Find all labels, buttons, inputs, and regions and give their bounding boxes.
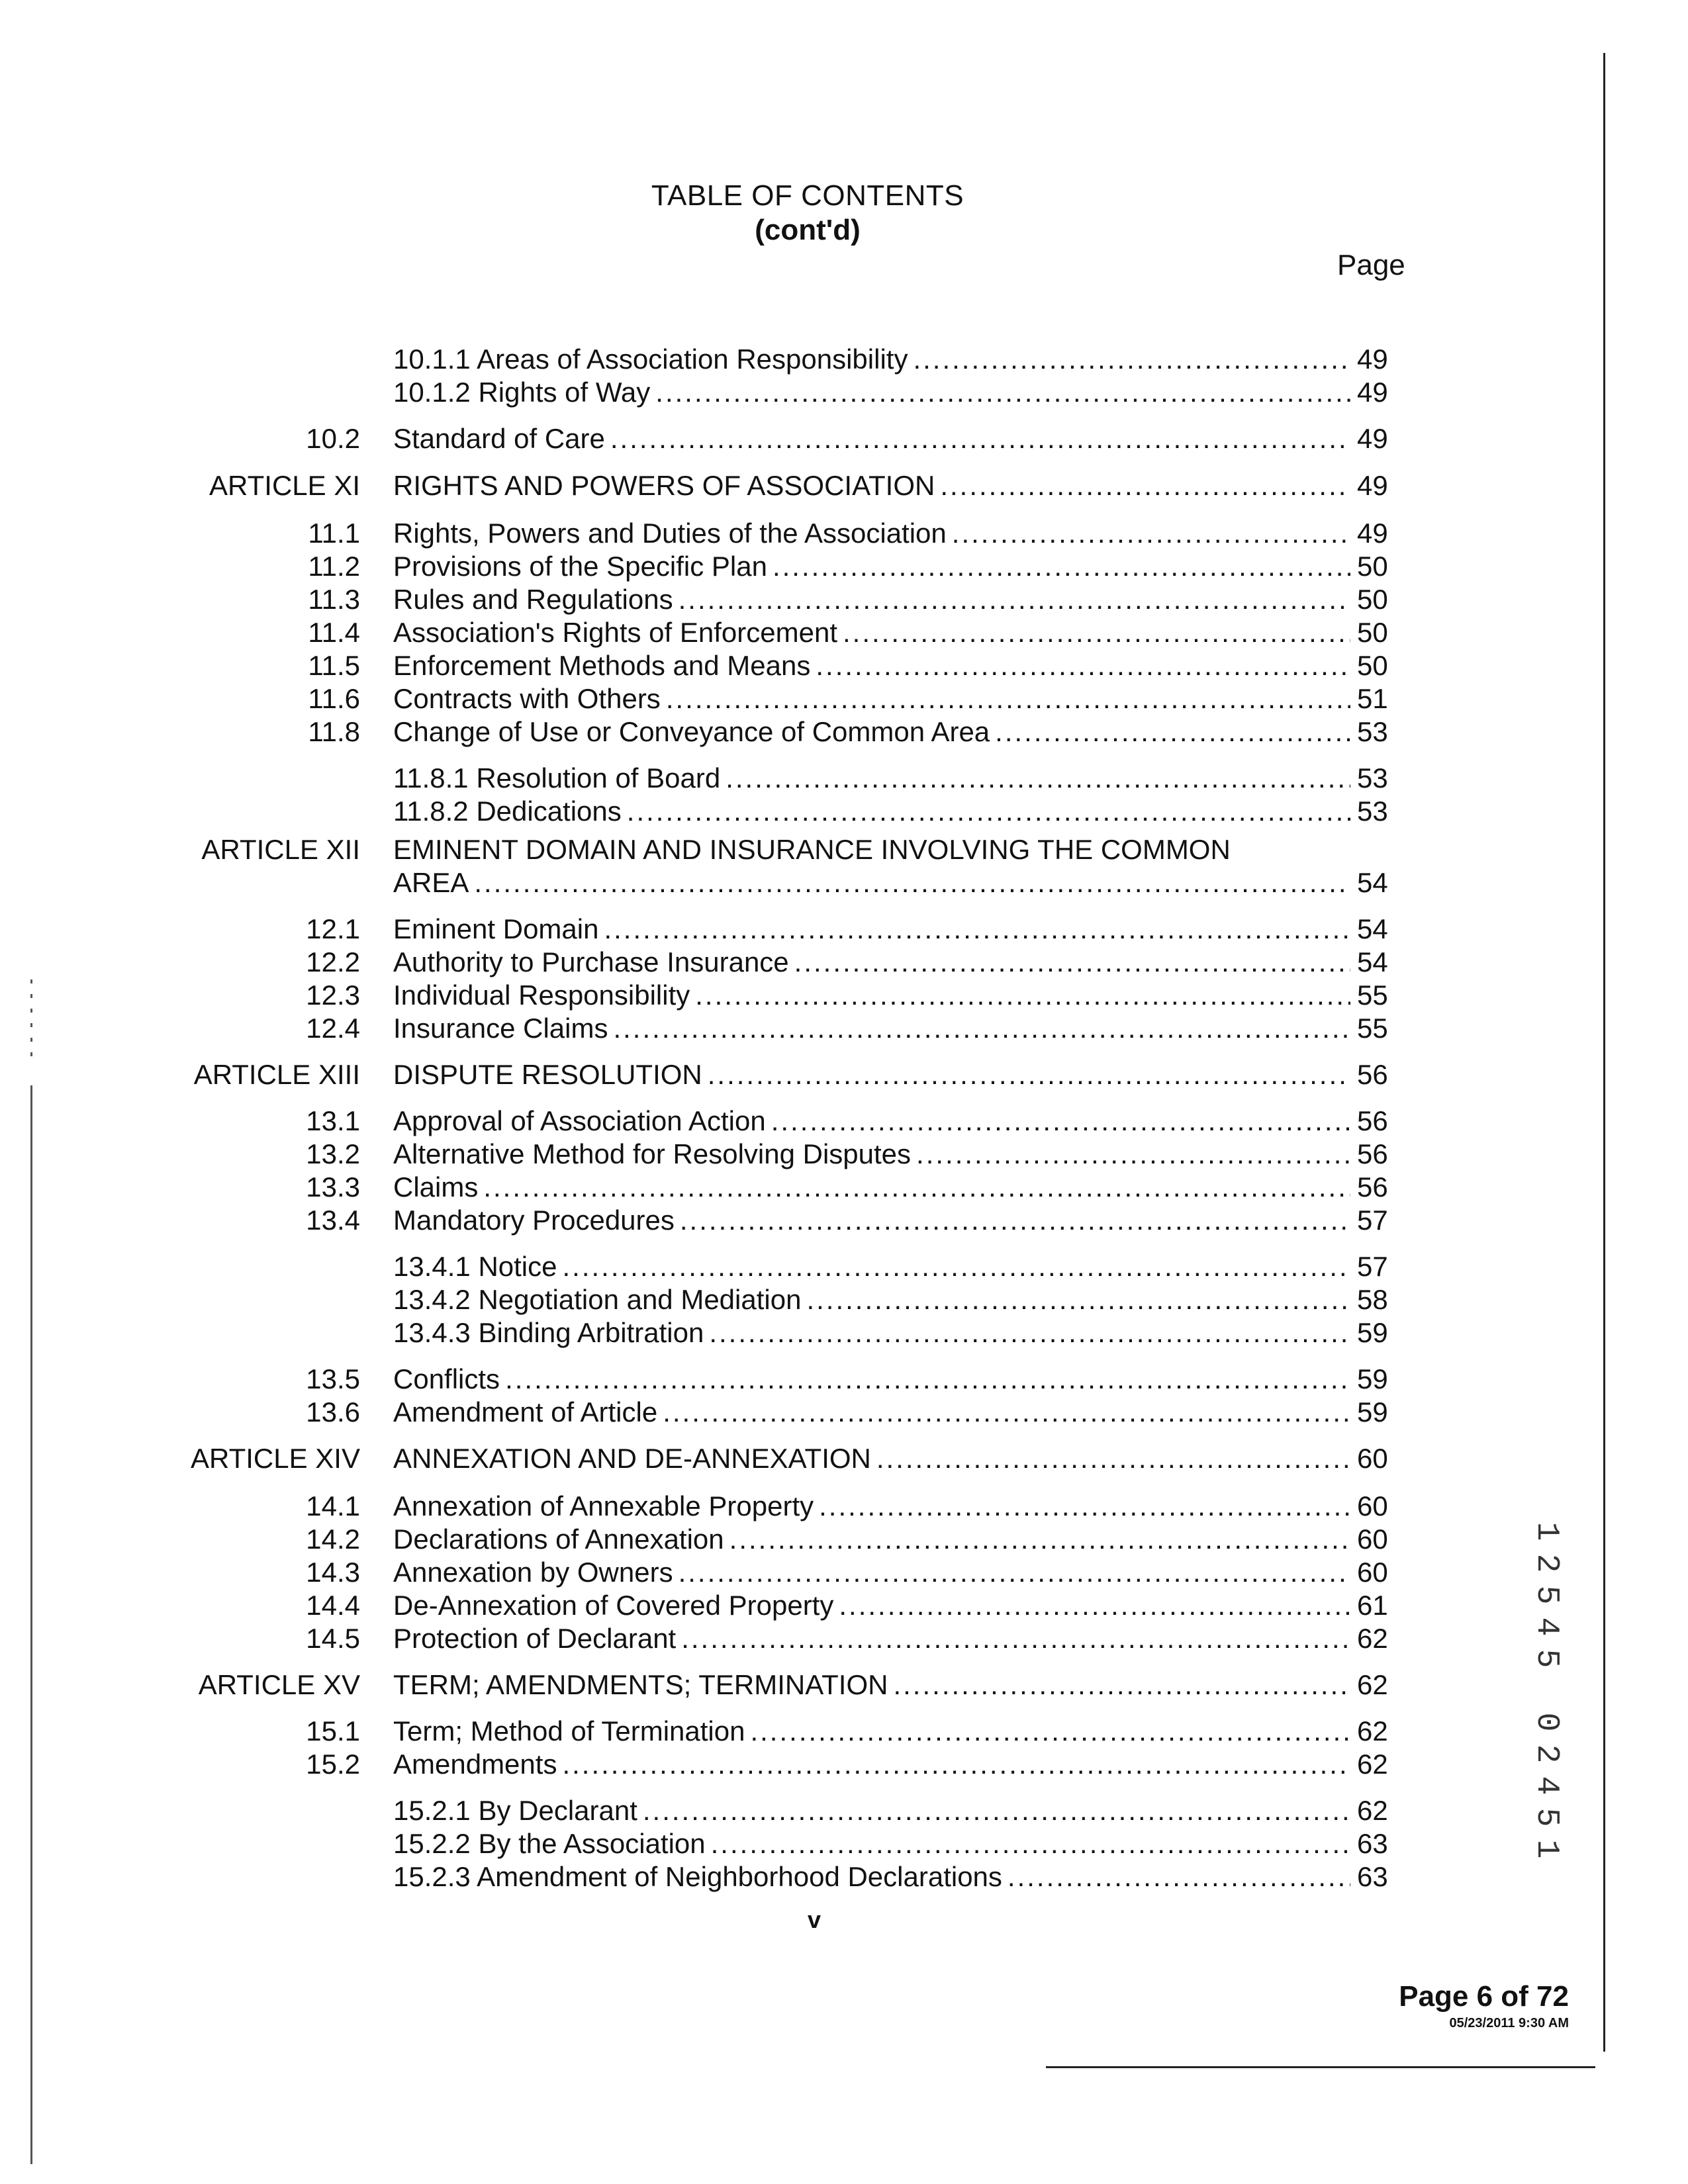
- toc-entry-number: ARTICLE XIV: [191, 1443, 360, 1474]
- toc-entry-number: 13.2: [306, 1138, 360, 1169]
- toc-entry-title-text: Change of Use or Conveyance of Common Area: [393, 716, 990, 747]
- toc-entry: [0, 1395, 1688, 1430]
- toc-entry-title-text: Amendments: [393, 1749, 557, 1780]
- toc-entry-title-text: 15.2.1 By Declarant: [393, 1795, 637, 1826]
- toc-entry: [0, 1170, 1688, 1205]
- toc-entry: [0, 516, 1688, 551]
- toc-dot-leader: [952, 516, 1350, 551]
- toc-entry-number: 14.1: [306, 1490, 360, 1522]
- recording-number-digit: 1: [1528, 1839, 1564, 1859]
- toc-dot-leader: [771, 1104, 1350, 1138]
- toc-entry-number: 12.4: [306, 1013, 360, 1044]
- toc-entry: [0, 1058, 1688, 1092]
- toc-entry-title: [393, 866, 1353, 900]
- toc-entry-title-text: 13.4.2 Negotiation and Mediation: [393, 1284, 802, 1315]
- toc-dot-leader: [655, 375, 1350, 410]
- toc-entry-number: 13.1: [306, 1105, 360, 1136]
- toc-entry-page: 62: [1357, 1795, 1388, 1826]
- toc-entry-page: 59: [1357, 1396, 1388, 1428]
- toc-entry-title: [393, 1395, 1353, 1430]
- toc-entry-page: 54: [1357, 946, 1388, 978]
- toc-entry-title: [393, 1747, 1353, 1782]
- toc-entry-number: 11.2: [308, 551, 360, 582]
- recording-number-digit: 1: [1528, 1522, 1564, 1541]
- toc-entry-page: 58: [1357, 1284, 1388, 1315]
- toc-entry: [0, 1621, 1688, 1656]
- toc-dot-leader: [666, 682, 1350, 716]
- toc-entry-title: [393, 945, 1353, 979]
- footer-page-number: v: [807, 1906, 821, 1933]
- scan-mark-right-edge: [1603, 53, 1605, 2052]
- toc-entry: [0, 1827, 1688, 1861]
- toc-dot-leader: [679, 1555, 1350, 1590]
- toc-entry-page: 49: [1357, 343, 1388, 375]
- toc-entry-title-text: Provisions of the Specific Plan: [393, 551, 767, 582]
- toc-entry-title-text: 10.1.1 Areas of Association Responsibility: [393, 343, 908, 375]
- toc-dot-leader: [681, 1621, 1350, 1656]
- toc-entry-title: [393, 715, 1353, 749]
- toc-dot-leader: [750, 1714, 1350, 1749]
- toc-entry-page: 62: [1357, 1715, 1388, 1747]
- toc-entry-title-text: Annexation by Owners: [393, 1557, 673, 1588]
- toc-entry-title: [393, 1621, 1353, 1656]
- toc-entry-title: [393, 1522, 1353, 1557]
- toc-entry-title-text: Mandatory Procedures: [393, 1205, 675, 1236]
- toc-entry-number: 11.8: [308, 716, 360, 747]
- toc-entry-title: [393, 682, 1353, 716]
- toc-entry-title-text: Alternative Method for Resolving Disputes: [393, 1138, 912, 1169]
- toc-entry-title-text: 11.8.2 Dedications: [393, 796, 622, 827]
- toc-entry-title: [393, 1104, 1353, 1138]
- toc-entry-title: [393, 549, 1353, 584]
- toc-entry-number: 14.4: [306, 1590, 360, 1621]
- toc-entry-page: 57: [1357, 1205, 1388, 1236]
- toc-entry-title: [393, 1827, 1353, 1861]
- toc-entry-title: [393, 516, 1353, 551]
- toc-dot-leader: [695, 978, 1350, 1013]
- toc-entry-title: [393, 422, 1353, 456]
- toc-entry: [0, 649, 1688, 683]
- toc-entry-title-text: Association's Rights of Enforcement: [393, 617, 837, 648]
- toc-entry-number: ARTICLE XV: [198, 1669, 360, 1700]
- toc-entry-number: ARTICLE XI: [209, 470, 360, 501]
- toc-entry-number: 11.6: [308, 683, 360, 714]
- toc-dot-leader: [709, 1316, 1350, 1350]
- toc-entry: [0, 422, 1688, 456]
- toc-entry: [0, 1555, 1688, 1590]
- toc-entry-title-text: AREA: [393, 867, 469, 898]
- toc-entry-page: 60: [1357, 1443, 1388, 1474]
- toc-entry-title: [393, 1668, 1353, 1702]
- toc-entry-number: 11.3: [308, 584, 360, 615]
- toc-entry-page: 50: [1357, 650, 1388, 681]
- toc-entry-number: 10.2: [306, 423, 360, 454]
- toc-dot-leader: [613, 1011, 1350, 1046]
- toc-entry-page: 60: [1357, 1557, 1388, 1588]
- toc-entry-page: 55: [1357, 1013, 1388, 1044]
- toc-dot-leader: [663, 1395, 1350, 1430]
- toc-entry-title-text: 10.1.2 Rights of Way: [393, 377, 651, 408]
- toc-entry-number: ARTICLE XII: [201, 834, 360, 865]
- toc-entry-title: [393, 1441, 1353, 1476]
- toc-entry-page: 60: [1357, 1490, 1388, 1522]
- toc-entry-number: ARTICLE XIII: [193, 1059, 360, 1090]
- toc-entry-title-text: Amendment of Article: [393, 1396, 658, 1428]
- toc-entry-page: 62: [1357, 1749, 1388, 1780]
- toc-entry-page: 59: [1357, 1317, 1388, 1348]
- toc-entry-title-text: Individual Responsibility: [393, 979, 690, 1011]
- toc-entry: [0, 549, 1688, 584]
- toc-entry-page: 56: [1357, 1171, 1388, 1203]
- toc-entry-title-text: Declarations of Annexation: [393, 1524, 724, 1555]
- toc-dot-leader: [474, 866, 1350, 900]
- toc-entry: [0, 1668, 1688, 1702]
- toc-entry-title: [393, 1058, 1353, 1092]
- toc-entry-title-text: DISPUTE RESOLUTION: [393, 1059, 702, 1090]
- toc-entry: [0, 615, 1688, 650]
- toc-entry-page: 61: [1357, 1590, 1388, 1621]
- toc-entry-page: 63: [1357, 1828, 1388, 1859]
- toc-entry-number: 11.1: [308, 518, 360, 549]
- toc-entry-title-text: ANNEXATION AND DE-ANNEXATION: [393, 1443, 871, 1474]
- toc-dot-leader: [893, 1668, 1350, 1702]
- toc-entry: [0, 978, 1688, 1013]
- toc-dot-leader: [913, 342, 1350, 377]
- toc-entry-title: [393, 978, 1353, 1013]
- toc-dot-leader: [876, 1441, 1350, 1476]
- toc-entry-title-text: Protection of Declarant: [393, 1623, 677, 1654]
- toc-dot-leader: [843, 615, 1350, 650]
- toc-entry: [0, 794, 1688, 829]
- toc-entry: [0, 1316, 1688, 1350]
- toc-entry-title-text: Annexation of Annexable Property: [393, 1490, 814, 1522]
- toc-dot-leader: [773, 549, 1350, 584]
- toc-entry-page: 51: [1357, 683, 1388, 714]
- toc-entry-title: [393, 1362, 1353, 1396]
- toc-entry-title-text: Rules and Regulations: [393, 584, 673, 615]
- recording-number-digit: 2: [1528, 1553, 1564, 1573]
- toc-entry-number: 14.3: [306, 1557, 360, 1588]
- toc-entry: [0, 1441, 1688, 1476]
- toc-dot-leader: [729, 1522, 1350, 1557]
- toc-entry: [0, 1588, 1688, 1623]
- toc-entry-title-text: TERM; AMENDMENTS; TERMINATION: [393, 1669, 888, 1700]
- toc-entry: [0, 1522, 1688, 1557]
- toc-entry-title: [393, 1283, 1353, 1317]
- toc-dot-leader: [916, 1137, 1350, 1171]
- toc-entry-page: 53: [1357, 762, 1388, 794]
- toc-entry-number: 12.1: [306, 913, 360, 944]
- toc-dot-leader: [726, 761, 1350, 796]
- toc-entry-title-text: 13.4.1 Notice: [393, 1251, 557, 1282]
- toc-entry-page: 50: [1357, 617, 1388, 648]
- toc-entry: [0, 1489, 1688, 1524]
- toc-entry: [0, 866, 1688, 900]
- recording-number-digit: 5: [1528, 1585, 1564, 1605]
- toc-entry-title: [393, 1170, 1353, 1205]
- toc-entry-title-text: Insurance Claims: [393, 1013, 608, 1044]
- page-subtitle: (cont'd): [755, 214, 861, 246]
- toc-entry-page: 50: [1357, 584, 1388, 615]
- recording-number-digit: 4: [1528, 1776, 1564, 1796]
- toc-entry-title: [393, 375, 1353, 410]
- toc-entry-title-text: 13.4.3 Binding Arbitration: [393, 1317, 704, 1348]
- toc-entry-title-text: Conflicts: [393, 1363, 500, 1394]
- toc-entry-title: [393, 1316, 1353, 1350]
- toc-entry-title-text: 11.8.1 Resolution of Board: [393, 762, 721, 794]
- toc-entry-number: 12.2: [306, 946, 360, 978]
- toc-entry-number: 11.5: [308, 650, 360, 681]
- toc-entry: [0, 682, 1688, 716]
- toc-entry-title: [393, 615, 1353, 650]
- toc-entry-title: [393, 582, 1353, 617]
- toc-dot-leader: [819, 1489, 1350, 1524]
- recording-number-stamp: [1529, 1516, 1564, 1865]
- toc-entry-heading-line: [0, 833, 1688, 867]
- toc-entry-number: 13.4: [306, 1205, 360, 1236]
- toc-entry-title: [393, 1588, 1353, 1623]
- toc-entry-title-text: Eminent Domain: [393, 913, 599, 944]
- toc-entry-title: [393, 1203, 1353, 1238]
- toc-entry-title: [393, 912, 1353, 946]
- toc-entry-title-text: Term; Method of Termination: [393, 1715, 745, 1747]
- toc-entry-title-text: Claims: [393, 1171, 479, 1203]
- toc-entry: [0, 1362, 1688, 1396]
- toc-entry-page: 60: [1357, 1524, 1388, 1555]
- toc-entry-title: [393, 1714, 1353, 1749]
- toc-dot-leader: [679, 582, 1350, 617]
- toc-entry-page: 49: [1357, 518, 1388, 549]
- toc-entry-title: [393, 1860, 1353, 1894]
- toc-entry-title-text: Standard of Care: [393, 423, 605, 454]
- toc-entry-title: [393, 1555, 1353, 1590]
- toc-dot-leader: [806, 1283, 1350, 1317]
- toc-dot-leader: [708, 1058, 1350, 1092]
- toc-entry-page: 57: [1357, 1251, 1388, 1282]
- toc-entry-title-text: Authority to Purchase Insurance: [393, 946, 789, 978]
- toc-entry: [0, 1011, 1688, 1046]
- toc-entry-title-text: Approval of Association Action: [393, 1105, 766, 1136]
- toc-dot-leader: [563, 1250, 1351, 1284]
- toc-entry-title-text: De-Annexation of Covered Property: [393, 1590, 834, 1621]
- toc-entry-title: [393, 1794, 1353, 1828]
- scan-mark-left-dots: [30, 979, 32, 1059]
- toc-entry: [0, 1860, 1688, 1894]
- toc-entry-page: 56: [1357, 1138, 1388, 1169]
- toc-entry: [0, 912, 1688, 946]
- toc-entry-page: 62: [1357, 1623, 1388, 1654]
- stamp-underline: [1046, 2066, 1595, 2068]
- toc-entry-number: 11.4: [308, 617, 360, 648]
- toc-entry-page: 49: [1357, 470, 1388, 501]
- toc-entry: [0, 582, 1688, 617]
- toc-entry-title: [393, 469, 1353, 503]
- toc-entry-page: 55: [1357, 979, 1388, 1011]
- toc-entry: [0, 761, 1688, 796]
- toc-entry: [0, 342, 1688, 377]
- toc-entry: [0, 1137, 1688, 1171]
- toc-entry-page: 56: [1357, 1059, 1388, 1090]
- toc-entry-page: 49: [1357, 377, 1388, 408]
- toc-dot-leader: [839, 1588, 1350, 1623]
- toc-entry-number: 13.6: [306, 1396, 360, 1428]
- toc-entry: [0, 1283, 1688, 1317]
- toc-entry-title: [393, 1011, 1353, 1046]
- toc-entry-title-text: EMINENT DOMAIN AND INSURANCE INVOLVING THE COMMON: [393, 834, 1231, 865]
- toc-entry-title: [393, 1250, 1353, 1284]
- toc-entry-title-text: Contracts with Others: [393, 683, 661, 714]
- toc-entry-number: 15.2: [306, 1749, 360, 1780]
- recording-number-digit: 5: [1528, 1649, 1564, 1668]
- toc-entry-title-text: 15.2.3 Amendment of Neighborhood Declarations: [393, 1861, 1002, 1892]
- toc-dot-leader: [711, 1827, 1350, 1861]
- toc-entry-number: 15.1: [306, 1715, 360, 1747]
- recording-number-digit: 2: [1528, 1744, 1564, 1764]
- toc-dot-leader: [610, 422, 1350, 456]
- toc-entry-page: 53: [1357, 716, 1388, 747]
- toc-entry: [0, 1250, 1688, 1284]
- recording-number-digit: 4: [1528, 1617, 1564, 1637]
- page-title: TABLE OF CONTENTS: [651, 179, 964, 212]
- toc-dot-leader: [680, 1203, 1350, 1238]
- toc-dot-leader: [940, 469, 1350, 503]
- toc-dot-leader: [562, 1747, 1350, 1782]
- toc-dot-leader: [604, 912, 1350, 946]
- toc-dot-leader: [995, 715, 1350, 749]
- toc-entry-title: [393, 794, 1353, 829]
- toc-entry: [0, 1794, 1688, 1828]
- toc-entry-title: [393, 342, 1353, 377]
- toc-entry: [0, 715, 1688, 749]
- toc-entry: [0, 469, 1688, 503]
- stamp-page-count: Page 6 of 72: [1399, 1980, 1569, 2013]
- toc-entry: [0, 945, 1688, 979]
- toc-entry-title-text: 15.2.2 By the Association: [393, 1828, 706, 1859]
- toc-entry-title-text: Rights, Powers and Duties of the Association: [393, 518, 947, 549]
- toc-entry-page: 50: [1357, 551, 1388, 582]
- toc-entry: [0, 1104, 1688, 1138]
- toc-entry-title: [393, 761, 1353, 796]
- stamp-date: 05/23/2011 9:30 AM: [1449, 2016, 1569, 2030]
- toc-entry-number: 13.5: [306, 1363, 360, 1394]
- toc-entry: [0, 1747, 1688, 1782]
- toc-entry-title-text: Enforcement Methods and Means: [393, 650, 811, 681]
- toc-entry-page: 62: [1357, 1669, 1388, 1700]
- toc-entry-number: 12.3: [306, 979, 360, 1011]
- toc-entry-number: 13.3: [306, 1171, 360, 1203]
- toc-entry: [0, 1714, 1688, 1749]
- page-column-label: Page: [1337, 249, 1405, 281]
- toc-entry-page: 59: [1357, 1363, 1388, 1394]
- recording-number-digit: 0: [1528, 1712, 1564, 1732]
- toc-entry-number: 14.5: [306, 1623, 360, 1654]
- toc-entry: [0, 1203, 1688, 1238]
- toc-entry-title: [393, 1489, 1353, 1524]
- toc-entry-number: 14.2: [306, 1524, 360, 1555]
- toc-dot-leader: [627, 794, 1350, 829]
- toc-entry-title: [393, 649, 1353, 683]
- scan-mark-left-edge: [30, 1085, 32, 2164]
- toc-entry-page: 56: [1357, 1105, 1388, 1136]
- toc-entry-page: 63: [1357, 1861, 1388, 1892]
- toc-entry-title-text: RIGHTS AND POWERS OF ASSOCIATION: [393, 470, 935, 501]
- toc-entry-page: 54: [1357, 867, 1388, 898]
- toc-entry-page: 49: [1357, 423, 1388, 454]
- toc-entry-page: 54: [1357, 913, 1388, 944]
- toc-dot-leader: [816, 649, 1350, 683]
- toc-dot-leader: [505, 1362, 1350, 1396]
- recording-number-digit: [1530, 1673, 1562, 1707]
- toc-dot-leader: [1008, 1860, 1350, 1894]
- recording-number-digit: 5: [1528, 1807, 1564, 1827]
- toc-entry-page: 53: [1357, 796, 1388, 827]
- toc-entry-title: [393, 1137, 1353, 1171]
- toc-dot-leader: [643, 1794, 1350, 1828]
- toc-dot-leader: [794, 945, 1350, 979]
- toc-dot-leader: [483, 1170, 1350, 1205]
- toc-entry: [0, 375, 1688, 410]
